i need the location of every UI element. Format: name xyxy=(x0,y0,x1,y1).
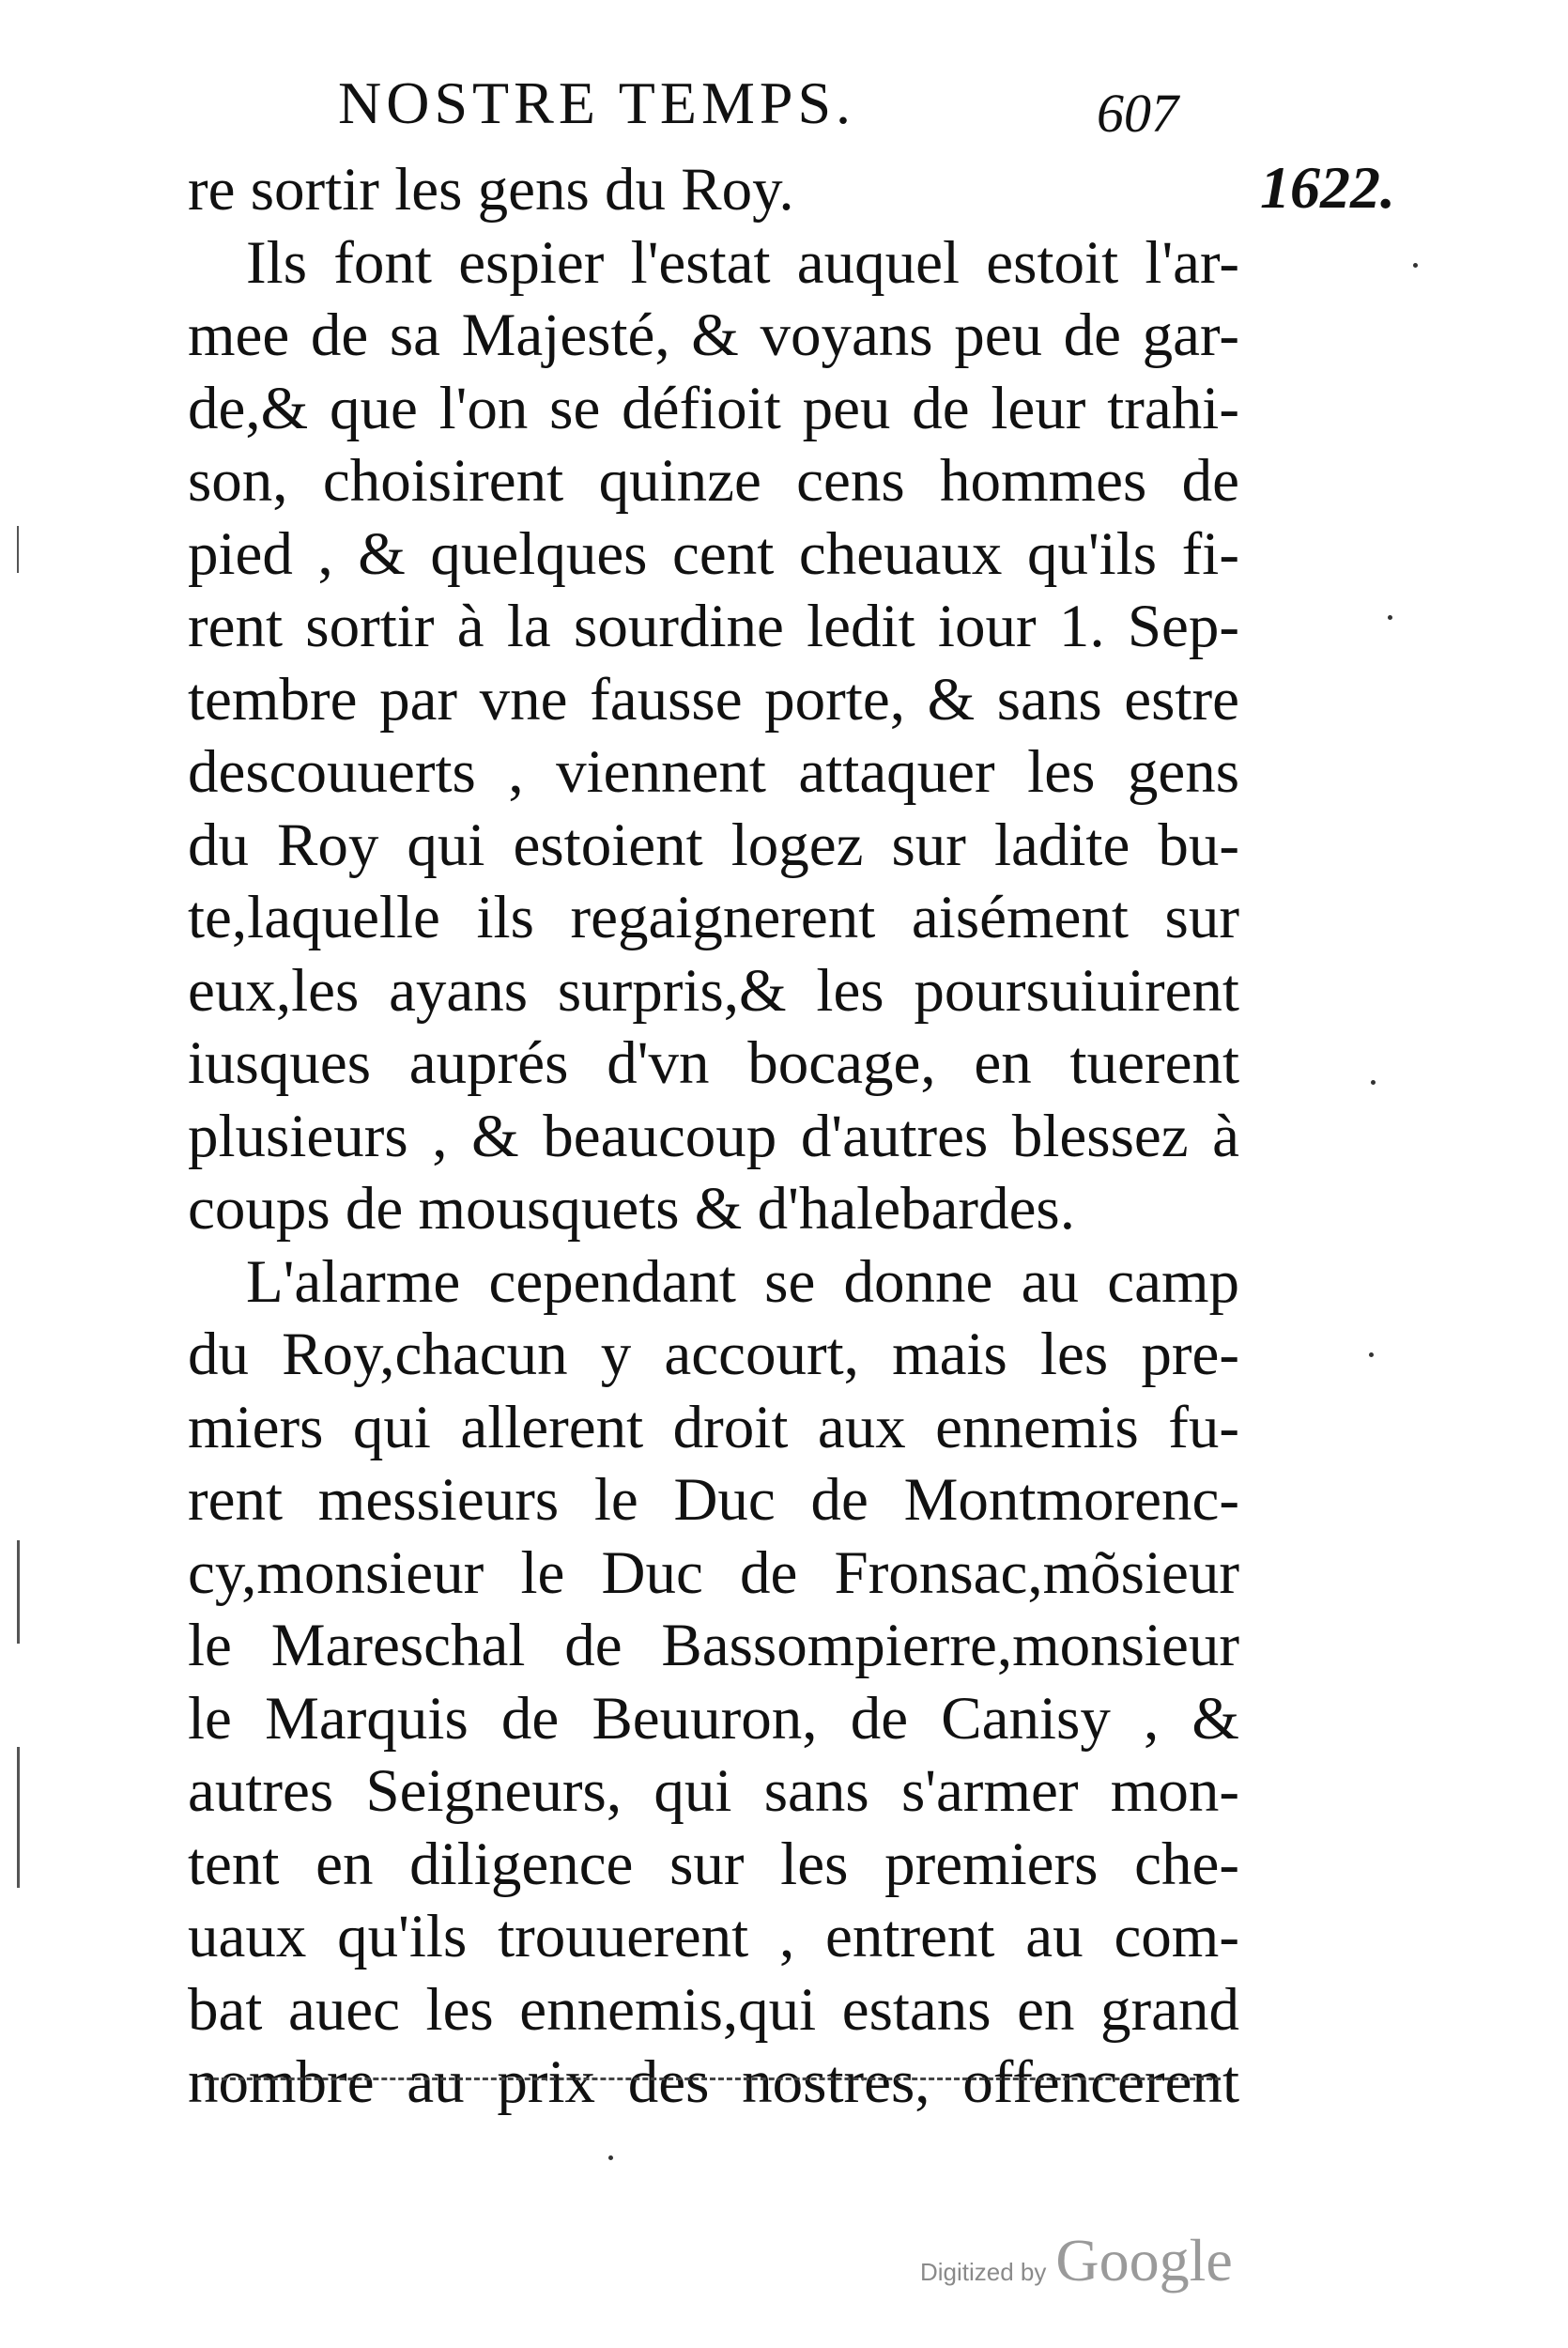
text-line: miers qui allerent droit aux ennemis fu- xyxy=(188,1393,1239,1461)
text-line: cy,monsieur le Duc de Fronsac,mõsieur xyxy=(188,1538,1239,1607)
margin-mark xyxy=(17,1540,20,1644)
text-line: tent en diligence sur les premiers che- xyxy=(188,1830,1239,1898)
text-line: le Marquis de Beuuron, de Canisy , & xyxy=(188,1684,1239,1753)
text-line: eux,les ayans surpris,& les poursuiuirent xyxy=(188,956,1239,1025)
margin-year-note: 1622. xyxy=(1260,154,1395,221)
text-line: de,& que l'on se défioit peu de leur trahi- xyxy=(188,374,1239,442)
text-line: re sortir les gens du Roy. xyxy=(188,156,794,224)
page-speck xyxy=(1369,1352,1374,1357)
text-line: Ils font espier l'estat auquel estoit l'ar- xyxy=(246,228,1239,297)
digitized-watermark xyxy=(920,2226,1233,2295)
text-line: nombre au prix des nostres, offencerent xyxy=(188,2048,1239,2116)
text-line: autres Seigneurs, qui sans s'armer mon- xyxy=(188,1757,1239,1825)
text-line: bat auec les ennemis,qui estans en grand xyxy=(188,1975,1239,2044)
body-text xyxy=(188,154,1239,2120)
text-line: uaux qu'ils trouuerent , entrent au com- xyxy=(188,1903,1239,1970)
text-line: coups de mousquets & d'halebardes. xyxy=(188,1175,1075,1243)
page-speck xyxy=(1388,615,1392,620)
text-line: rent messieurs le Duc de Montmorenc- xyxy=(188,1466,1239,1534)
google-logo: Google xyxy=(1055,2227,1233,2294)
text-line: iusques auprés d'vn bocage, en tuerent xyxy=(188,1029,1239,1097)
text-line: descouuerts , viennent attaquer les gens xyxy=(188,738,1239,806)
watermark-prefix: Digitized by xyxy=(920,2258,1047,2286)
text-line: le Mareschal de Bassompierre,monsieur xyxy=(188,1612,1239,1679)
text-line: mee de sa Majesté, & voyans peu de gar- xyxy=(188,301,1239,369)
margin-mark xyxy=(17,1747,20,1888)
margin-mark xyxy=(17,526,19,573)
page-number: 607 xyxy=(1097,83,1178,144)
text-line: rent sortir à la sourdine ledit iour 1. Sep- xyxy=(188,593,1239,660)
text-line: plusieurs , & beaucoup d'autres blessez à xyxy=(188,1102,1239,1170)
text-line: son, choisirent quinze cens hommes de xyxy=(188,447,1239,515)
running-head: NOSTRE TEMPS. xyxy=(338,70,856,136)
bottom-dashed-rule xyxy=(205,2078,1221,2080)
text-line: te,laquelle ils regaignerent aisément sur xyxy=(188,884,1239,951)
text-line: tembre par vne fausse porte, & sans estre xyxy=(188,665,1239,734)
page-speck xyxy=(608,2155,613,2160)
text-line: du Roy,chacun y accourt, mais les pre- xyxy=(188,1321,1239,1388)
text-line: L'alarme cependant se donne au camp xyxy=(246,1247,1239,1316)
text-line: pied , & quelques cent cheuaux qu'ils fi- xyxy=(188,519,1239,588)
page-speck xyxy=(1371,1080,1376,1085)
text-line: du Roy qui estoient logez sur ladite bu- xyxy=(188,811,1239,879)
page-speck xyxy=(1413,263,1418,268)
